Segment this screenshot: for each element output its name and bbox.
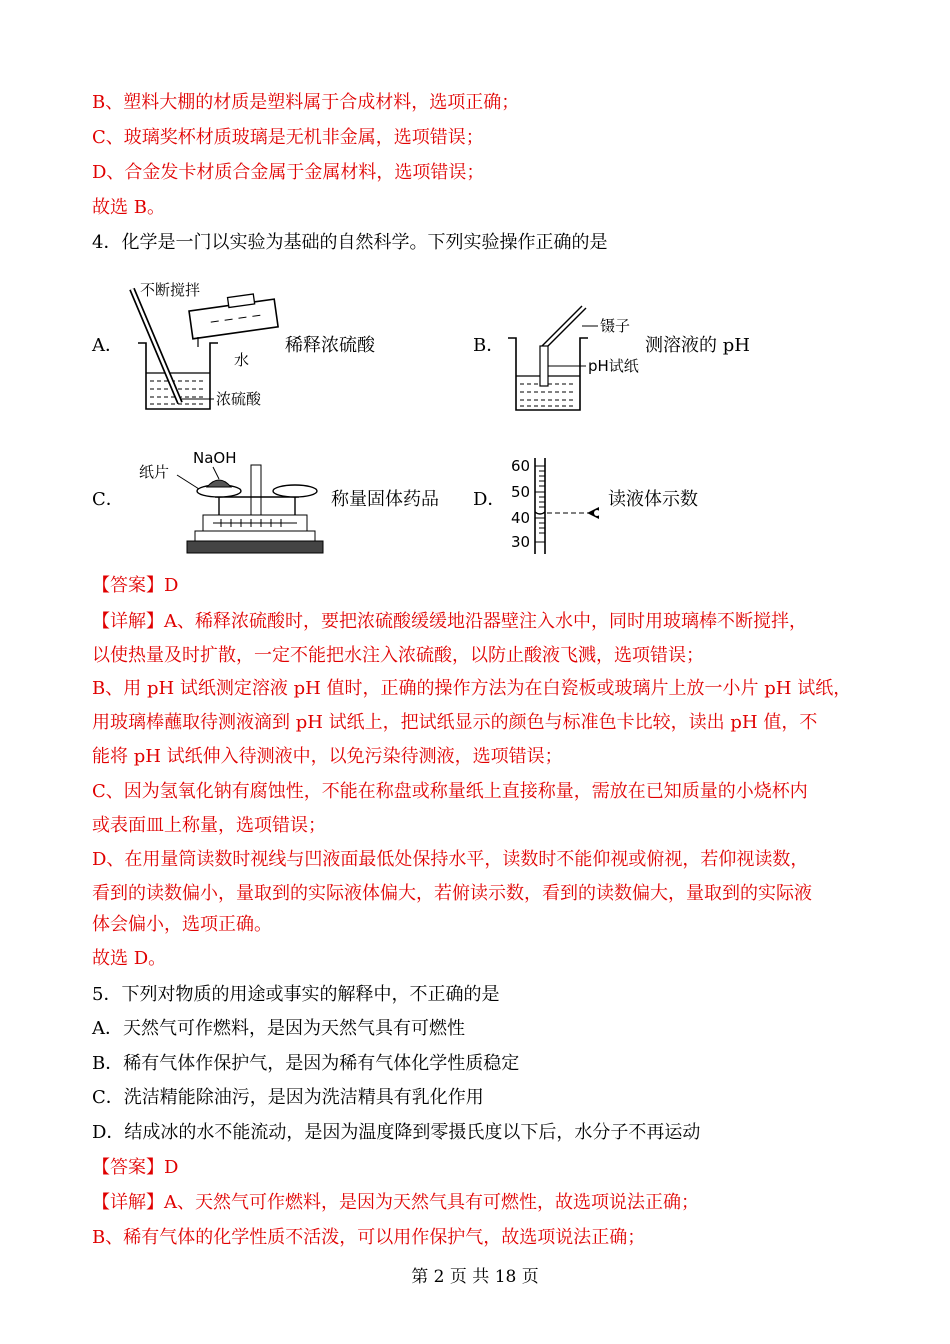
- ph-test-figure: [500, 300, 645, 415]
- q4-explanation-line: 以使热量及时扩散，一定不能把水注入浓硫酸，以防止酸液飞溅，选项错误；: [92, 645, 704, 666]
- label-conc-acid: 浓硫酸: [216, 390, 262, 408]
- q5-option-c: C．洗洁精能除油污，是因为洗洁精具有乳化作用: [92, 1087, 484, 1108]
- q4-explanation-line: 【详解】A、稀释浓硫酸时，要把浓硫酸缓缓地沿器壁注入水中，同时用玻璃棒不断搅拌，: [92, 611, 807, 632]
- prev-answer-b: B、塑料大棚的材质是塑料属于合成材料，选项正确；: [92, 92, 520, 113]
- q4-option-d-letter: D．: [473, 489, 506, 510]
- q4-explanation-line: C、因为氢氧化钠有腐蚀性，不能在称盘或称量纸上直接称量，需放在已知质量的小烧杯内: [92, 781, 808, 802]
- tick-40: 40: [511, 509, 531, 527]
- q4-option-b-caption: 测溶液的 pH: [645, 335, 750, 356]
- q4-explanation-line: D、在用量筒读数时视线与凹液面最低处保持水平，读数时不能仰视或俯视，若仰视读数，: [92, 849, 809, 870]
- label-water: 水: [234, 351, 250, 369]
- tick-50: 50: [511, 483, 531, 501]
- tick-60: 60: [511, 457, 531, 475]
- label-naoh: NaOH: [193, 449, 237, 467]
- q5-option-b: B．稀有气体作保护气，是因为稀有气体化学性质稳定: [92, 1053, 520, 1074]
- q4-explanation-line: 用玻璃棒蘸取待测液滴到 pH 试纸上，把试纸显示的颜色与标准色卡比较，读出 pH 值，不: [92, 712, 818, 733]
- dilute-acid-figure: [118, 275, 288, 415]
- balance-figure: [135, 447, 330, 557]
- q4-explanation-line: 体会偏小，选项正确。: [92, 914, 272, 935]
- q4-explanation-line: 或表面皿上称量，选项错误；: [92, 815, 326, 836]
- label-ph-paper: pH试纸: [588, 357, 639, 375]
- q4-option-a-letter: A．: [92, 335, 123, 356]
- q5-answer: 【答案】D: [92, 1157, 179, 1178]
- q5-explanation-line: B、稀有气体的化学性质不活泼，可以用作保护气，故选项说法正确；: [92, 1227, 646, 1248]
- page-number: 第 2 页 共 18 页: [411, 1267, 539, 1287]
- q5-option-d: D．结成冰的水不能流动，是因为温度降到零摄氏度以下后，水分子不再运动: [92, 1122, 701, 1143]
- q4-option-c-caption: 称量固体药品: [331, 489, 439, 510]
- q4-answer: 【答案】D: [92, 575, 179, 596]
- q4-option-c-letter: C．: [92, 489, 124, 510]
- label-paper: 纸片: [139, 463, 170, 481]
- q4-option-d-caption: 读液体示数: [608, 489, 698, 510]
- q5-option-a: A．天然气可作燃料，是因为天然气具有可燃性: [92, 1018, 465, 1039]
- q4-option-b-letter: B．: [473, 335, 505, 356]
- q4-option-a-caption: 稀释浓硫酸: [285, 335, 375, 356]
- label-tweezers: 镊子: [600, 317, 631, 335]
- q4-explanation-line: 看到的读数偏小，量取到的实际液体偏大，若俯读示数，看到的读数偏大，量取到的实际液: [92, 883, 812, 904]
- tick-30: 30: [511, 533, 531, 551]
- q4-conclusion: 故选 D。: [92, 948, 167, 969]
- q4-explanation-line: B、用 pH 试纸测定溶液 pH 值时，正确的操作方法为在白瓷板或玻璃片上放一小片 pH 试纸，: [92, 678, 852, 699]
- prev-answer-c: C、玻璃奖杯材质玻璃是无机非金属，选项错误；: [92, 127, 484, 148]
- prev-answer-d: D、合金发卡材质合金属于金属材料，选项错误；: [92, 162, 485, 183]
- cylinder-figure: [505, 450, 610, 555]
- q4-stem: 4．化学是一门以实验为基础的自然科学。下列实验操作正确的是: [92, 232, 608, 253]
- q5-explanation-line: 【详解】A、天然气可作燃料，是因为天然气具有可燃性，故选项说法正确；: [92, 1192, 699, 1213]
- q5-stem: 5．下列对物质的用途或事实的解释中，不正确的是: [92, 984, 500, 1005]
- q4-explanation-line: 能将 pH 试纸伸入待测液中，以免污染待测液，选项错误；: [92, 746, 563, 767]
- label-stir: 不断搅拌: [140, 281, 201, 299]
- prev-conclusion: 故选 B。: [92, 197, 165, 218]
